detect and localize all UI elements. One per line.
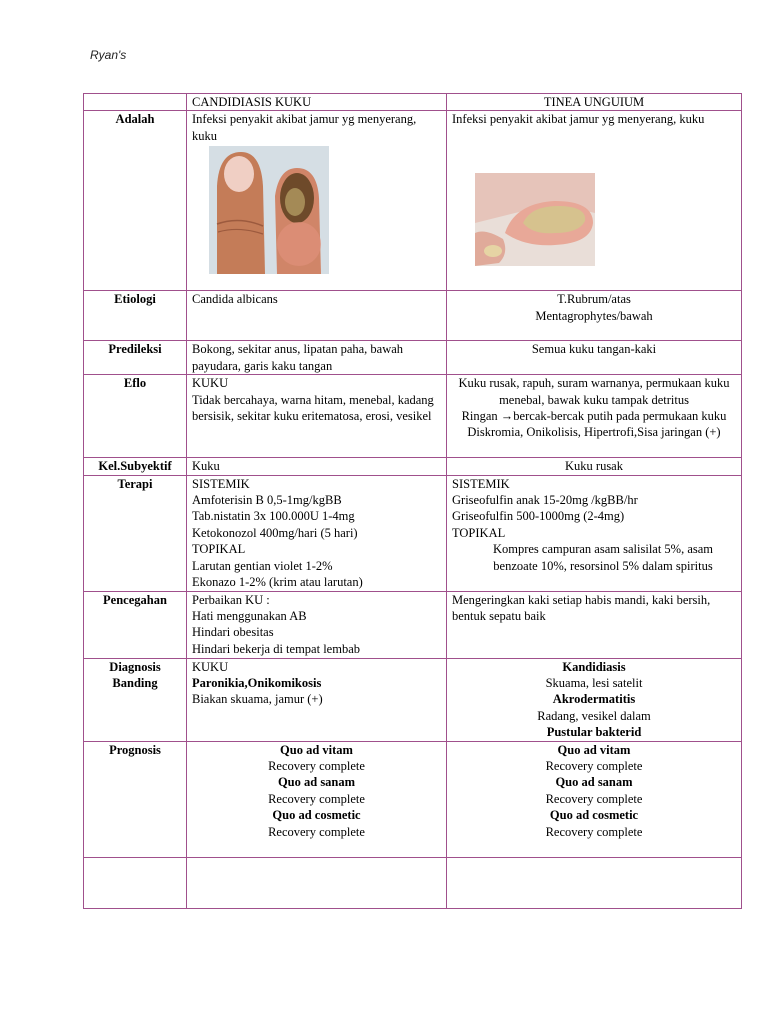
terapi-tinea-cell <box>447 475 742 591</box>
header-empty-cell <box>84 94 187 111</box>
prognosis-tinea-line: Recovery complete <box>545 824 643 839</box>
terapi-candidiasis-line: Amfoterisin B 0,5-1mg/kgBB <box>192 493 342 508</box>
row-kel-subyektif <box>84 458 742 475</box>
etiologi-tinea-line: T.Rubrum/atas <box>557 292 631 307</box>
eflo-tinea-line: Ringan →bercak-bercak putih pada permukaan kuku <box>461 409 727 424</box>
prognosis-candidiasis-line: Recovery complete <box>268 824 365 839</box>
predileksi-candidiasis: Bokong, sekitar anus, lipatan paha, bawah payudara, garis kaku tangan <box>187 341 447 375</box>
col-header-tinea: TINEA UNGUIUM <box>447 94 742 111</box>
etiologi-candidiasis: Candida albicans <box>187 291 447 341</box>
terapi-tinea-line: Griseofulfin 500-1000mg (2-4mg) <box>452 509 625 524</box>
etiologi-tinea-line: Mentagrophytes/bawah <box>535 308 653 323</box>
kel-subyektif-tinea: Kuku rusak <box>447 458 742 475</box>
eflo-tinea-cell <box>447 375 742 458</box>
terapi-tinea-topikal-detail: Kompres campuran asam salisilat 5%, asam benzoate 10%, resorsinol 5% dalam spiritus <box>492 542 714 573</box>
etiologi-tinea-cell <box>447 291 742 341</box>
diagnosis-tinea-line: Radang, vesikel dalam <box>537 708 651 723</box>
toe-nail-photo <box>475 173 595 266</box>
row-eflo <box>84 375 742 458</box>
row-predileksi <box>84 341 742 375</box>
terapi-candidiasis-line: TOPIKAL <box>192 542 246 557</box>
pencegahan-candidiasis-line: Perbaikan KU : <box>192 592 270 607</box>
pencegahan-candidiasis-line: Hati menggunakan AB <box>192 609 307 624</box>
finger-nail-photo <box>209 146 329 274</box>
row-label-etiologi: Etiologi <box>84 291 187 341</box>
pencegahan-candidiasis-line: Hindari bekerja di tempat lembab <box>192 641 360 656</box>
row-label-adalah: Adalah <box>84 111 187 291</box>
diagnosis-tinea-cell <box>447 658 742 741</box>
diagnosis-tinea-line: Skuama, lesi satelit <box>545 676 643 691</box>
kel-subyektif-candidiasis: Kuku <box>187 458 447 475</box>
eflo-tinea-line: Diskromia, Onikolisis, Hipertrofi,Sisa jaringan (+) <box>467 425 721 440</box>
pencegahan-tinea: Mengeringkan kaki setiap habis mandi, kaki bersih, bentuk sepatu baik <box>447 591 742 658</box>
row-etiologi <box>84 291 742 341</box>
row-pencegahan <box>84 591 742 658</box>
comparison-table <box>83 93 742 909</box>
empty-cell <box>84 857 187 908</box>
terapi-candidiasis-line: Tab.nistatin 3x 100.000U 1-4mg <box>192 509 355 524</box>
pencegahan-candidiasis-line: Hindari obesitas <box>192 625 274 640</box>
prognosis-tinea-line: Quo ad vitam <box>557 742 631 757</box>
terapi-candidiasis-line: SISTEMIK <box>192 476 250 491</box>
prognosis-tinea-cell <box>447 741 742 857</box>
prognosis-candidiasis-line: Quo ad vitam <box>280 742 353 757</box>
diagnosis-tinea-line: Akrodermatitis <box>552 692 636 707</box>
terapi-candidiasis-cell <box>187 475 447 591</box>
row-prognosis <box>84 741 742 857</box>
eflo-candidiasis-line: KUKU <box>192 376 229 391</box>
diagnosis-candidiasis-line: Biakan skuama, jamur (+) <box>192 692 323 707</box>
prognosis-tinea-line: Quo ad cosmetic <box>549 808 639 823</box>
predileksi-tinea: Semua kuku tangan-kaki <box>447 341 742 375</box>
prognosis-candidiasis-cell <box>187 741 447 857</box>
row-label-prognosis: Prognosis <box>84 741 187 857</box>
row-adalah <box>84 111 742 291</box>
empty-cell <box>187 857 447 908</box>
row-label-eflo: Eflo <box>84 375 187 458</box>
prognosis-tinea-line: Quo ad sanam <box>555 775 633 790</box>
eflo-candidiasis-line: Tidak bercahaya, warna hitam, menebal, kadang bersisik, sekitar kuku eritematosa, erosi, vesikel <box>192 392 434 424</box>
prognosis-tinea-line: Recovery complete <box>545 759 643 774</box>
diagnosis-tinea-line: Kandidiasis <box>562 659 626 674</box>
col-header-candidiasis: CANDIDIASIS KUKU <box>187 94 447 111</box>
row-label-diagnosis-banding: Diagnosis Banding <box>84 658 187 741</box>
diagnosis-candidiasis-line: KUKU <box>192 659 229 674</box>
diagnosis-candidiasis-cell <box>187 658 447 741</box>
prognosis-tinea-line: Recovery complete <box>545 791 643 806</box>
terapi-candidiasis-line: Ketokonozol 400mg/hari (5 hari) <box>192 525 358 540</box>
prognosis-candidiasis-line: Quo ad sanam <box>277 775 356 790</box>
empty-cell <box>447 857 742 908</box>
terapi-candidiasis-line: Ekonazo 1-2% (krim atau larutan) <box>192 575 363 590</box>
header-row <box>84 94 742 111</box>
prognosis-candidiasis-line: Recovery complete <box>268 791 365 806</box>
row-label-terapi: Terapi <box>84 475 187 591</box>
prognosis-candidiasis-line: Quo ad cosmetic <box>272 808 361 823</box>
row-label-pencegahan: Pencegahan <box>84 591 187 658</box>
row-label-kel-subyektif: Kel.Subyektif <box>84 458 187 475</box>
row-empty <box>84 857 742 908</box>
row-label-predileksi: Predileksi <box>84 341 187 375</box>
eflo-tinea-line: Kuku rusak, rapuh, suram warnanya, permukaan kuku menebal, bawak kuku tampak detritus <box>458 376 730 407</box>
diagnosis-tinea-line: Pustular bakterid <box>546 725 642 740</box>
author-name: Ryan's <box>90 48 127 62</box>
adalah-candidiasis-text: Infeksi penyakit akibat jamur yg menyerang, kuku <box>192 112 417 143</box>
prognosis-candidiasis-line: Recovery complete <box>268 759 365 774</box>
terapi-tinea-line: SISTEMIK <box>452 476 510 491</box>
row-terapi <box>84 475 742 591</box>
adalah-candidiasis-cell <box>187 111 447 291</box>
adalah-tinea-text: Infeksi penyakit akibat jamur yg menyerang, kuku <box>452 112 705 127</box>
terapi-tinea-line: TOPIKAL <box>452 525 506 540</box>
diagnosis-candidiasis-line: Paronikia,Onikomikosis <box>192 676 322 691</box>
terapi-tinea-line: Griseofulfin anak 15-20mg /kgBB/hr <box>452 493 638 508</box>
eflo-candidiasis-cell <box>187 375 447 458</box>
pencegahan-candidiasis-cell <box>187 591 447 658</box>
terapi-candidiasis-line: Larutan gentian violet 1-2% <box>192 558 333 573</box>
adalah-tinea-cell <box>447 111 742 291</box>
row-diagnosis-banding <box>84 658 742 741</box>
